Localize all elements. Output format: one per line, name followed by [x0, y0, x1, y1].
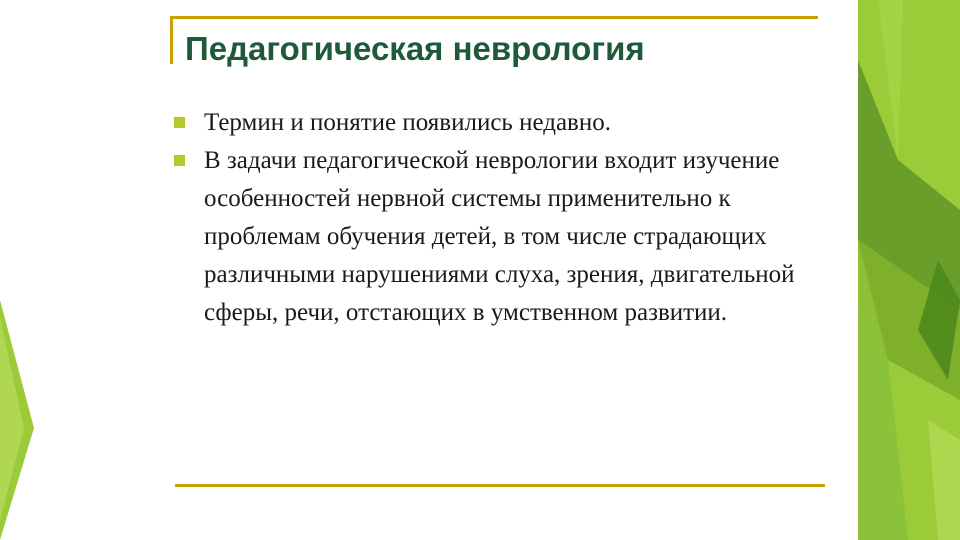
frame-left-rule [170, 16, 173, 64]
bullet-list [174, 104, 834, 332]
bullet-text: В задачи педагогической неврологии входит изучение особенностей нервной системы применительно к проблемам обучения детей, в том числе страдающих различными нарушениями слуха, зрения, двигательной сферы, речи, отстающих в умственном развитии. [204, 147, 795, 326]
bullet-square-icon [174, 117, 185, 128]
frame-top-rule [171, 16, 818, 19]
left-green-decoration [0, 0, 40, 540]
bullet-square-icon [174, 155, 185, 166]
slide-title: Педагогическая неврология [185, 30, 645, 67]
right-green-decoration [858, 0, 960, 540]
bullet-item [174, 104, 834, 142]
bullet-text: Термин и понятие появились недавно. [204, 109, 611, 136]
bullet-item [174, 142, 834, 332]
frame-bottom-rule [175, 484, 825, 487]
